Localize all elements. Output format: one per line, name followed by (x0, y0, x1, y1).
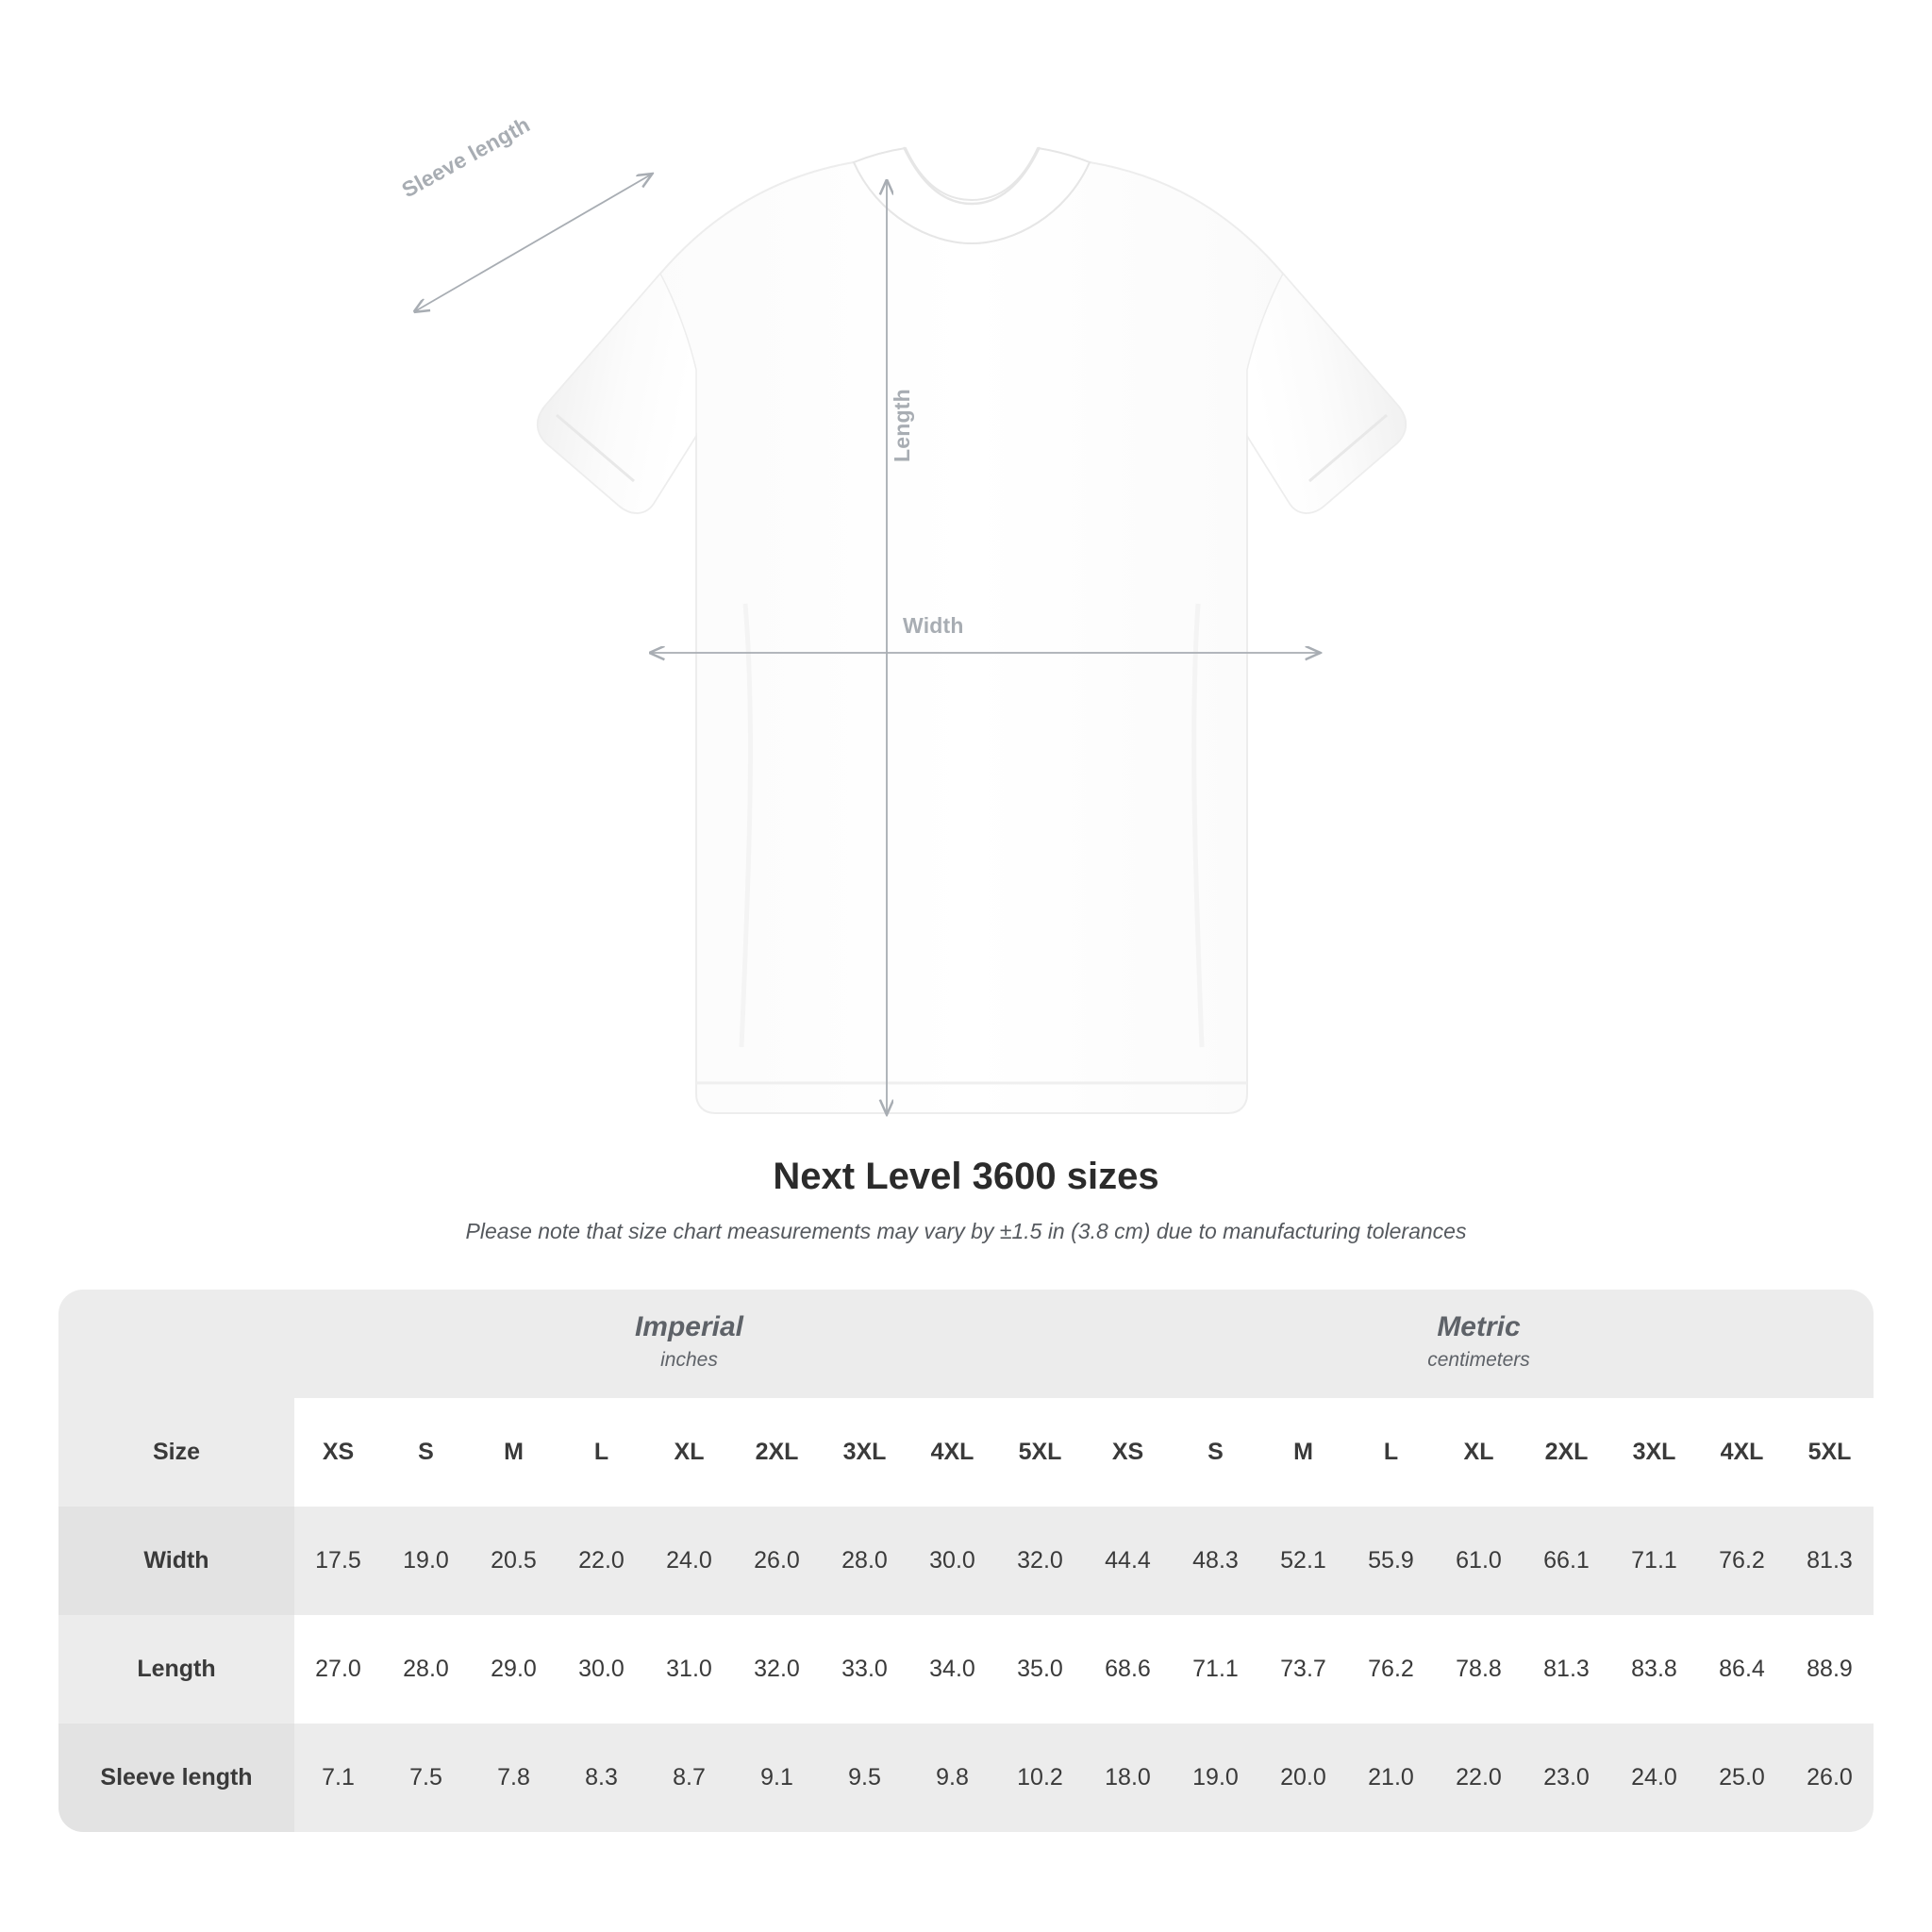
cell-length-met-3xl: 83.8 (1610, 1615, 1698, 1724)
cell-sleeve-met-s: 19.0 (1172, 1724, 1259, 1832)
size-head-imp-l: L (558, 1398, 645, 1507)
size-head-imp-xs: XS (294, 1398, 382, 1507)
cell-sleeve-met-2xl: 23.0 (1523, 1724, 1610, 1832)
units-corner-cell (58, 1290, 294, 1398)
cell-sleeve-imp-5xl: 10.2 (996, 1724, 1084, 1832)
size-head-imp-2xl: 2XL (733, 1398, 821, 1507)
cell-width-imp-l: 22.0 (558, 1507, 645, 1615)
cell-sleeve-imp-s: 7.5 (382, 1724, 470, 1832)
cell-sleeve-met-m: 20.0 (1259, 1724, 1347, 1832)
cell-sleeve-met-3xl: 24.0 (1610, 1724, 1698, 1832)
size-head-met-xs: XS (1084, 1398, 1172, 1507)
cell-width-imp-xs: 17.5 (294, 1507, 382, 1615)
unit-name-metric: Metric (1437, 1311, 1521, 1343)
table-row-sleeve-length (58, 1724, 1874, 1832)
cell-width-imp-5xl: 32.0 (996, 1507, 1084, 1615)
size-head-met-4xl: 4XL (1698, 1398, 1786, 1507)
size-head-met-5xl: 5XL (1786, 1398, 1874, 1507)
cell-length-met-2xl: 81.3 (1523, 1615, 1610, 1724)
cell-length-met-xs: 68.6 (1084, 1615, 1172, 1724)
sleeve-length-label: Sleeve length (397, 111, 535, 203)
cell-sleeve-imp-2xl: 9.1 (733, 1724, 821, 1832)
unit-sub-imperial: inches (660, 1348, 718, 1371)
size-head-met-l: L (1347, 1398, 1435, 1507)
units-header-row (58, 1290, 1874, 1398)
size-header-row (58, 1398, 1874, 1507)
cell-length-met-m: 73.7 (1259, 1615, 1347, 1724)
size-head-imp-xl: XL (645, 1398, 733, 1507)
cell-width-imp-m: 20.5 (470, 1507, 558, 1615)
cell-width-imp-s: 19.0 (382, 1507, 470, 1615)
cell-width-met-xs: 44.4 (1084, 1507, 1172, 1615)
row-label-length: Length (58, 1615, 294, 1724)
size-label-cell: Size (58, 1398, 294, 1507)
row-label-sleeve-length: Sleeve length (58, 1724, 294, 1832)
cell-length-imp-4xl: 34.0 (908, 1615, 996, 1724)
size-head-met-s: S (1172, 1398, 1259, 1507)
cell-width-met-m: 52.1 (1259, 1507, 1347, 1615)
cell-sleeve-imp-xl: 8.7 (645, 1724, 733, 1832)
cell-width-met-4xl: 76.2 (1698, 1507, 1786, 1615)
size-head-imp-m: M (470, 1398, 558, 1507)
size-head-imp-5xl: 5XL (996, 1398, 1084, 1507)
cell-width-imp-xl: 24.0 (645, 1507, 733, 1615)
cell-sleeve-met-5xl: 26.0 (1786, 1724, 1874, 1832)
cell-width-imp-2xl: 26.0 (733, 1507, 821, 1615)
cell-length-met-s: 71.1 (1172, 1615, 1259, 1724)
cell-length-imp-3xl: 33.0 (821, 1615, 908, 1724)
cell-length-imp-s: 28.0 (382, 1615, 470, 1724)
cell-sleeve-imp-m: 7.8 (470, 1724, 558, 1832)
table-row-width (58, 1507, 1874, 1615)
row-label-width: Width (58, 1507, 294, 1615)
cell-width-imp-3xl: 28.0 (821, 1507, 908, 1615)
size-head-met-xl: XL (1435, 1398, 1523, 1507)
cell-sleeve-imp-l: 8.3 (558, 1724, 645, 1832)
cell-length-imp-5xl: 35.0 (996, 1615, 1084, 1724)
cell-sleeve-imp-3xl: 9.5 (821, 1724, 908, 1832)
cell-width-met-5xl: 81.3 (1786, 1507, 1874, 1615)
width-label: Width (903, 613, 964, 638)
cell-length-imp-xl: 31.0 (645, 1615, 733, 1724)
cell-sleeve-met-4xl: 25.0 (1698, 1724, 1786, 1832)
size-table (58, 1290, 1874, 1832)
cell-length-imp-xs: 27.0 (294, 1615, 382, 1724)
unit-sub-metric: centimeters (1427, 1348, 1530, 1371)
page-title: Next Level 3600 sizes (773, 1156, 1159, 1197)
size-table-wrapper (58, 1290, 1874, 1832)
table-row-length (58, 1615, 1874, 1724)
cell-sleeve-met-xs: 18.0 (1084, 1724, 1172, 1832)
cell-length-met-l: 76.2 (1347, 1615, 1435, 1724)
cell-width-met-xl: 61.0 (1435, 1507, 1523, 1615)
cell-width-imp-4xl: 30.0 (908, 1507, 996, 1615)
size-head-imp-3xl: 3XL (821, 1398, 908, 1507)
unit-group-imperial (294, 1290, 1084, 1398)
size-head-met-2xl: 2XL (1523, 1398, 1610, 1507)
size-head-met-3xl: 3XL (1610, 1398, 1698, 1507)
unit-name-imperial: Imperial (634, 1311, 744, 1343)
size-head-imp-s: S (382, 1398, 470, 1507)
cell-sleeve-imp-4xl: 9.8 (908, 1724, 996, 1832)
cell-sleeve-met-l: 21.0 (1347, 1724, 1435, 1832)
length-label: Length (890, 389, 914, 462)
cell-length-imp-m: 29.0 (470, 1615, 558, 1724)
cell-sleeve-imp-xs: 7.1 (294, 1724, 382, 1832)
cell-width-met-3xl: 71.1 (1610, 1507, 1698, 1615)
size-head-imp-4xl: 4XL (908, 1398, 996, 1507)
cell-width-met-l: 55.9 (1347, 1507, 1435, 1615)
page-subtitle: Please note that size chart measurements may vary by ±1.5 in (3.8 cm) due to manufacturing tolerances (465, 1219, 1467, 1243)
cell-length-imp-2xl: 32.0 (733, 1615, 821, 1724)
cell-sleeve-met-xl: 22.0 (1435, 1724, 1523, 1832)
cell-length-imp-l: 30.0 (558, 1615, 645, 1724)
unit-group-metric (1084, 1290, 1874, 1398)
cell-width-met-s: 48.3 (1172, 1507, 1259, 1615)
cell-width-met-2xl: 66.1 (1523, 1507, 1610, 1615)
cell-length-met-4xl: 86.4 (1698, 1615, 1786, 1724)
cell-length-met-xl: 78.8 (1435, 1615, 1523, 1724)
size-head-met-m: M (1259, 1398, 1347, 1507)
cell-length-met-5xl: 88.9 (1786, 1615, 1874, 1724)
